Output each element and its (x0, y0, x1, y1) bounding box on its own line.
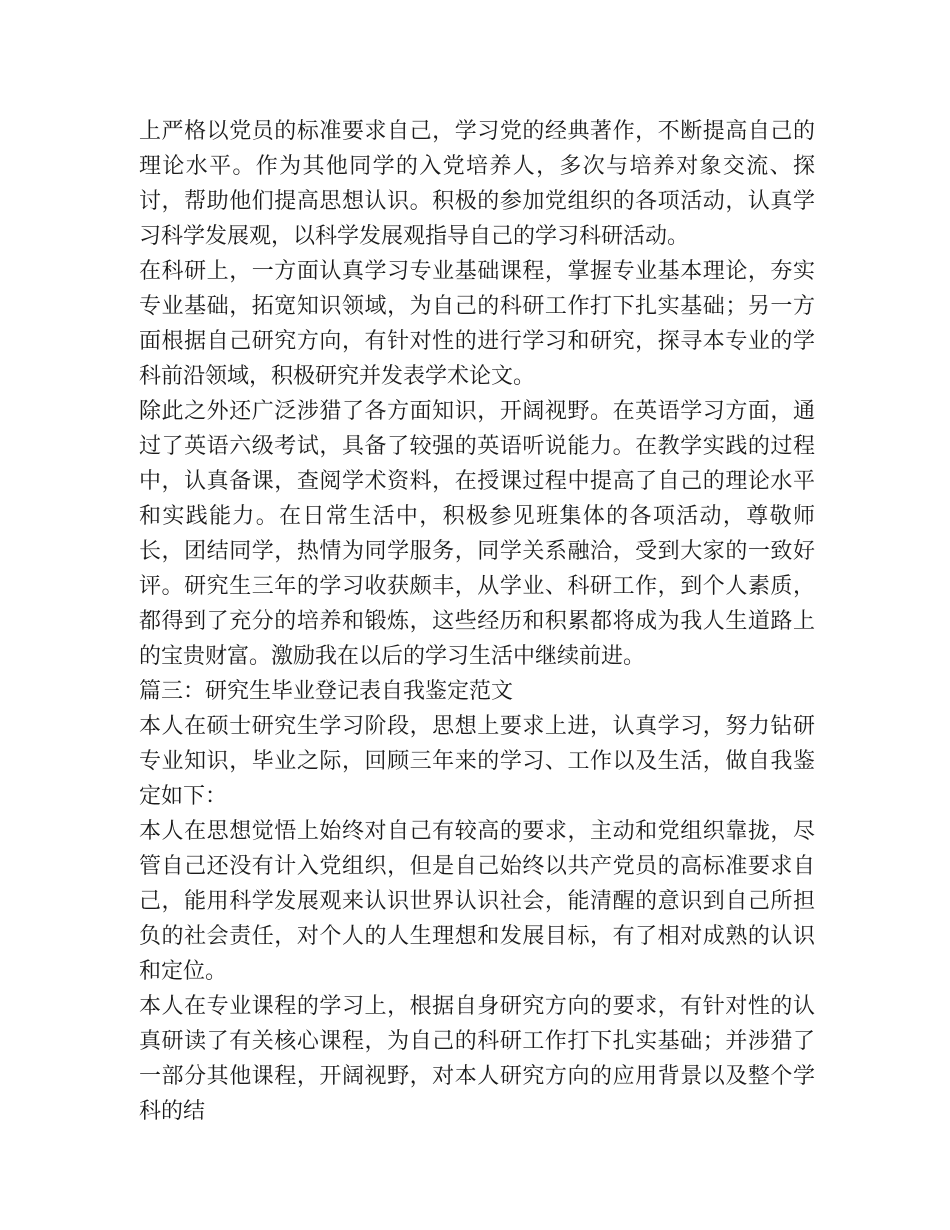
paragraph-intro: 本人在硕士研究生学习阶段，思想上要求上进，认真学习，努力钻研专业知识，毕业之际，回顾三年来的学习、工作以及生活，做自我鉴定如下： (139, 714, 815, 809)
paragraph-courses: 本人在专业课程的学习上，根据自身研究方向的要求，有针对性的认真研读了有关核心课程，为自己的科研工作打下扎实基础；并涉猎了一部分其他课程，开阔视野，对本人研究方向的应用背景以及整个学科的结 (139, 994, 815, 1124)
section-heading: 篇三：研究生毕业登记表自我鉴定范文 (139, 679, 514, 704)
paragraph-broad-knowledge: 除此之外还广泛涉猎了各方面知识，开阔视野。在英语学习方面，通过了英语六级考试，具备了较强的英语听说能力。在教学实践的过程中，认真备课，查阅学术资料，在授课过程中提高了自己的理论水平和实践能力。在日常生活中，积极参见班集体的各项活动，尊敬师长，团结同学，热情为同学服务，同学关系融洽，受到大家的一致好评。研究生三年的学习收获颇丰，从学业、科研工作，到个人素质，都得到了充分的培养和锻炼，这些经历和积累都将成为我人生道路上的宝贵财富。激励我在以后的学习生活中继续前进。 (139, 399, 815, 669)
paragraph-research: 在科研上，一方面认真学习专业基础课程，掌握专业基本理论，夯实专业基础，拓宽知识领域，为自己的科研工作打下扎实基础；另一方面根据自己研究方向，有针对性的进行学习和研究，探寻本专业的学科前沿领域，积极研究并发表学术论文。 (139, 259, 815, 389)
document-body (139, 114, 815, 1129)
paragraph-ideology: 本人在思想觉悟上始终对自己有较高的要求，主动和党组织靠拢，尽管自己还没有计入党组织，但是自己始终以共产党员的高标准要求自己，能用科学发展观来认识世界认识社会，能清醒的意识到自己所担负的社会责任，对个人的人生理想和发展目标，有了相对成熟的认识和定位。 (139, 819, 815, 984)
paragraph-party-study: 上严格以党员的标准要求自己，学习党的经典著作，不断提高自己的理论水平。作为其他同学的入党培养人，多次与培养对象交流、探讨，帮助他们提高思想认识。积极的参加党组织的各项活动，认真学习科学发展观，以科学发展观指导自己的学习科研活动。 (139, 119, 815, 249)
